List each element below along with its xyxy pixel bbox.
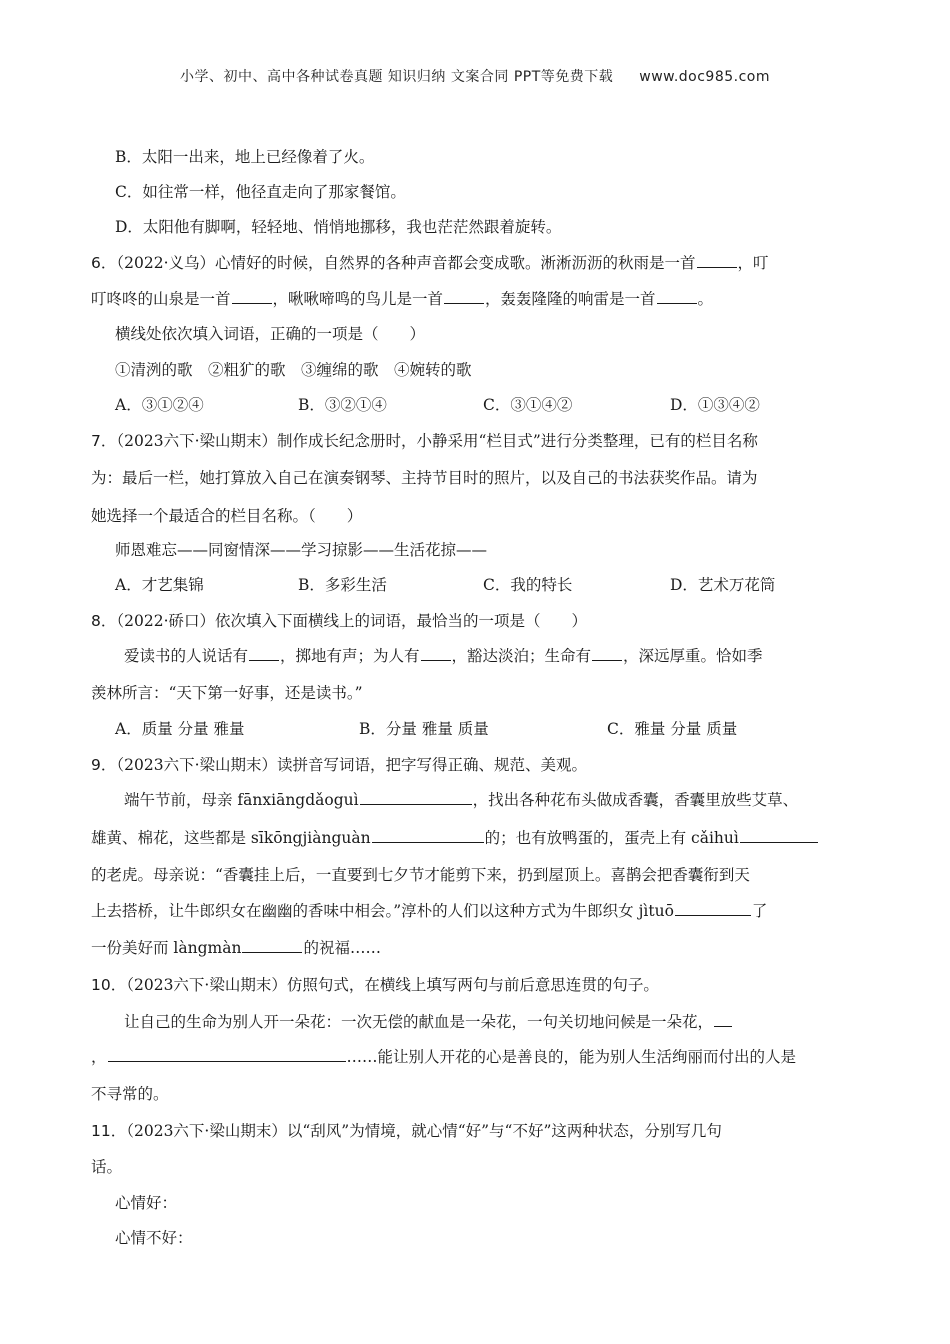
- q11-bad-mood-label: 心情不好：: [115, 1229, 193, 1247]
- q6-number: 6．: [91, 254, 117, 272]
- q11-line-1: 11．（2023六下·梁山期末）以“刮风”为情境，就心情“好”与“不好”这两种状态，分别写几句: [91, 1122, 722, 1140]
- q7-option-d[interactable]: D．艺术万花筒: [670, 576, 776, 594]
- q6-blank-4[interactable]: [657, 288, 697, 304]
- q10-passage-line-3: 不寻常的。: [91, 1085, 169, 1103]
- q9-passage-line-1: 端午节前，母亲 fānxiāngdǎoguì ，找出各种花布头做成香囊，香囊里放些艾草、: [124, 791, 799, 809]
- q10-passage-line-1: 让自己的生命为别人开一朵花：一次无偿的献血是一朵花，一句关切地问候是一朵花，: [124, 1011, 733, 1033]
- q9-blank-2[interactable]: [372, 827, 484, 843]
- q7-option-a[interactable]: A．才艺集锦: [115, 576, 204, 594]
- q10-blank-1[interactable]: [714, 1011, 732, 1027]
- q9-blank-1[interactable]: [360, 789, 472, 805]
- q9-number: 9．: [91, 756, 117, 774]
- q11-number: 11．: [91, 1122, 127, 1140]
- q11-source: （2023六下·梁山期末）: [126, 1122, 287, 1140]
- q8-source: （2022·硚口）: [116, 612, 215, 630]
- q10-blank-2[interactable]: [108, 1046, 346, 1062]
- q6-blank-1[interactable]: [697, 252, 737, 268]
- q6-option-a[interactable]: A．③①②④: [115, 396, 204, 414]
- q6-source: （2022·义乌）: [116, 254, 215, 272]
- q10-number: 10．: [91, 976, 127, 994]
- q9-passage-line-2: 雄黄、棉花，这些都是 sīkōngjiànguàn 的；也有放鸭蛋的，蛋壳上有 cǎihuì: [91, 827, 819, 849]
- q8-line-1: 8．（2022·硚口）依次填入下面横线上的词语，最恰当的一项是（ ）: [91, 612, 588, 630]
- q7-option-b[interactable]: B．多彩生活: [298, 576, 387, 594]
- q8-passage-line-1: 爱读书的人说话有 ，掷地有声；为人有 ，豁达淡泊；生命有 ，深远厚重。恰如季: [124, 647, 763, 665]
- q8-option-c[interactable]: C．雅量 分量 质量: [607, 720, 738, 738]
- q9-passage-line-4: 上去搭桥，让牛郎织女在幽幽的香味中相会。”淳朴的人们以这种方式为牛郎织女 jìtuō 了: [91, 902, 768, 920]
- q7-line-2: 为：最后一栏，她打算放入自己在演奏钢琴、主持节目时的照片，以及自己的书法获奖作品。请为: [91, 469, 758, 487]
- q5-option-d: D．太阳他有脚啊，轻轻地、悄悄地挪移，我也茫茫然跟着旋转。: [115, 218, 562, 236]
- q7-number: 7．: [91, 432, 117, 450]
- q10-passage-line-2: ， ……能让别人开花的心是善良的，能为别人生活绚丽而付出的人是: [91, 1048, 797, 1066]
- q8-option-a[interactable]: A．质量 分量 雅量: [115, 720, 245, 738]
- q8-blank-3[interactable]: [592, 645, 622, 661]
- q6-option-c[interactable]: C．③①④②: [483, 396, 573, 414]
- q7-line-3: 她选择一个最适合的栏目名称。（ ）: [91, 507, 363, 525]
- q6-blank-2[interactable]: [232, 288, 272, 304]
- q7-line-1: 7．（2023六下·梁山期末）制作成长纪念册时，小静采用“栏目式”进行分类整理，已有的栏目名称: [91, 432, 758, 450]
- q9-passage-line-3: 的老虎。母亲说：“香囊挂上后，一直要到七夕节才能剪下来，扔到屋顶上。喜鹊会把香囊衔到天: [91, 866, 750, 884]
- q9-source: （2023六下·梁山期末）: [116, 756, 277, 774]
- q6-option-b[interactable]: B．③②①④: [298, 396, 387, 414]
- q6-prompt: 横线处依次填入词语，正确的一项是（ ）: [115, 325, 426, 343]
- q10-source: （2023六下·梁山期末）: [126, 976, 287, 994]
- q5-option-b: B．太阳一出来，地上已经像着了火。: [115, 148, 375, 166]
- q6-line-2: 叮咚咚的山泉是一首 ，啾啾啼鸣的鸟儿是一首 ，轰轰隆隆的响雷是一首 。: [91, 290, 714, 308]
- q6-option-d[interactable]: D．①③④②: [670, 396, 760, 414]
- q11-good-mood-label: 心情好：: [115, 1194, 178, 1212]
- q8-blank-1[interactable]: [249, 645, 279, 661]
- q6-blank-3[interactable]: [444, 288, 484, 304]
- header-text: 小学、初中、高中各种试卷真题 知识归纳 文案合同 PPT等免费下载: [179, 69, 614, 85]
- q9-passage-line-5: 一份美好而 làngmàn 的祝福……: [91, 939, 381, 957]
- q7-option-c[interactable]: C．我的特长: [483, 576, 573, 594]
- q7-source: （2023六下·梁山期末）: [116, 432, 277, 450]
- q10-line-1: 10．（2023六下·梁山期末）仿照句式，在横线上填写两句与前后意思连贯的句子。: [91, 976, 659, 994]
- q11-line-2: 话。: [91, 1158, 123, 1176]
- page-header: [0, 66, 950, 86]
- q7-column-list: 师恩难忘——同窗情深——学习掠影——生活花掠——: [115, 541, 488, 559]
- q8-passage-line-2: 羡林所言：“天下第一好事，还是读书。”: [91, 684, 363, 702]
- q9-blank-5[interactable]: [242, 937, 302, 953]
- q9-blank-3[interactable]: [740, 827, 818, 843]
- q8-option-b[interactable]: B．分量 雅量 质量: [359, 720, 489, 738]
- q5-option-c: C．如往常一样，他径直走向了那家餐馆。: [115, 183, 406, 201]
- header-url[interactable]: www.doc985.com: [639, 69, 771, 85]
- q8-blank-2[interactable]: [421, 645, 451, 661]
- q9-line-1: 9．（2023六下·梁山期末）读拼音写词语，把字写得正确、规范、美观。: [91, 756, 588, 774]
- q6-word-list: ①清洌的歌 ②粗犷的歌 ③缠绵的歌 ④婉转的歌: [115, 361, 472, 379]
- q9-blank-4[interactable]: [675, 900, 751, 916]
- q8-number: 8．: [91, 612, 117, 630]
- q6-line-1: 6．（2022·义乌）心情好的时候，自然界的各种声音都会变成歌。淅淅沥沥的秋雨是一首 ，叮: [91, 254, 769, 272]
